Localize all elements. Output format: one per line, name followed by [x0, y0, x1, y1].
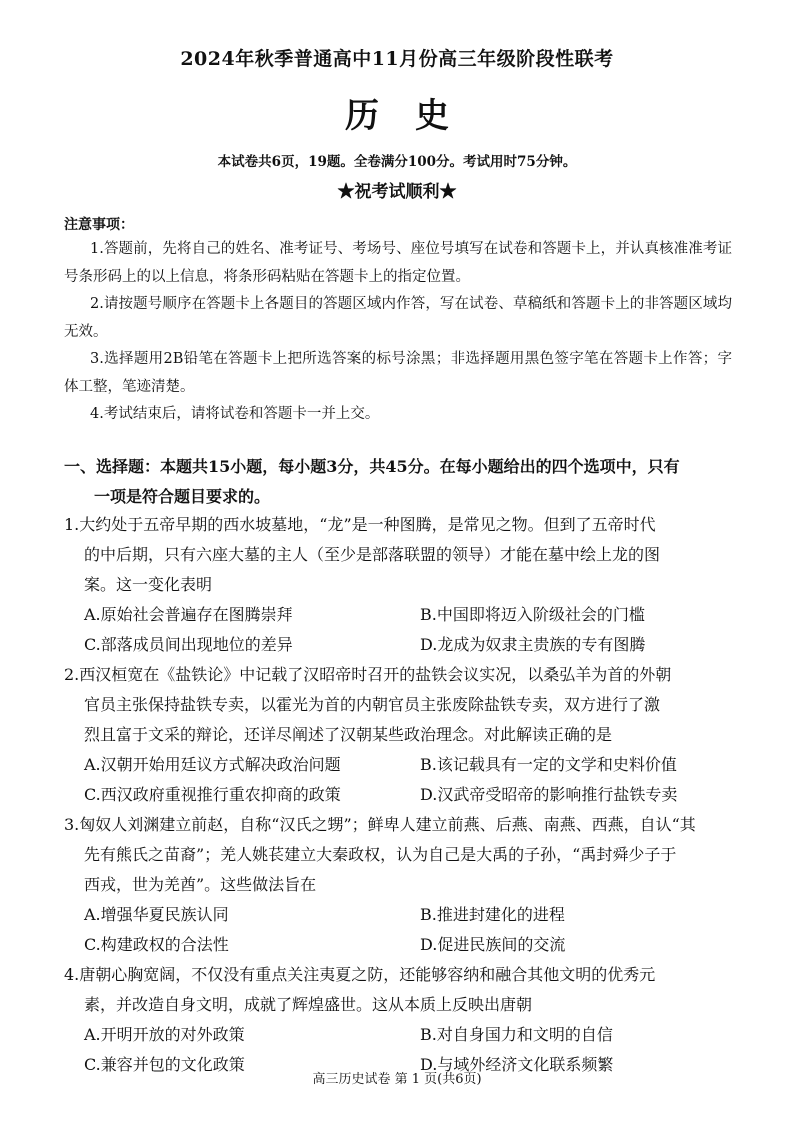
option-c: C.部落成员间出现地位的差异: [84, 635, 293, 654]
option-c: C.西汉政府重视推行重农抑商的政策: [84, 785, 341, 804]
option-c: C.兼容并包的文化政策: [84, 1055, 245, 1074]
exam-info: 本试卷共6页，19题。全卷满分100分。考试用时75分钟。: [217, 154, 577, 170]
question-stem: [64, 810, 732, 900]
notes-heading: 注意事项：: [64, 217, 134, 233]
option-grid: [64, 900, 732, 960]
option-d: D.汉武帝受昭帝的影响推行盐铁专卖: [420, 785, 678, 804]
option-a: A.原始社会普遍存在图腾崇拜: [84, 605, 293, 624]
stem-line: 官员主张保持盐铁专卖，以霍光为首的内朝官员主张废除盐铁专卖，双方进行了激: [84, 695, 661, 714]
stem-line: 3.匈奴人刘渊建立前赵，自称“汉氏之甥”；鲜卑人建立前燕、后燕、南燕、西燕，自认“其: [64, 815, 696, 834]
option-b: B.对自身国力和文明的自信: [420, 1025, 613, 1044]
note-item: 3.选择题用2B铅笔在答题卡上把所选答案的标号涂黑；非选择题用黑色签字笔在答题卡上作答；字体工整，笔迹清楚。: [64, 351, 732, 395]
stem-line: 烈且富于文采的辩论，还详尽阐述了汉朝某些政治理念。对此解读正确的是: [84, 725, 613, 744]
option-b: B.中国即将迈入阶级社会的门槛: [420, 605, 645, 624]
stem-line: 素，并改造自身文明，成就了辉煌盛世。这从本质上反映出唐朝: [84, 995, 533, 1014]
stem-line: 先有熊氏之苗裔”；羌人姚苌建立大秦政权，认为自己是大禹的子孙，“禹封舜少子于: [84, 845, 677, 864]
option-grid: [64, 750, 732, 810]
option-d: D.促进民族间的交流: [420, 935, 566, 954]
stem-line: 的中后期，只有六座大墓的主人（至少是部落联盟的领导）才能在墓中绘上龙的图: [84, 545, 661, 564]
question-stem: [64, 960, 732, 1020]
subject-title: 历史: [345, 96, 485, 136]
option-a: A.汉朝开始用廷议方式解决政治问题: [84, 755, 341, 774]
question: [64, 810, 732, 960]
section-header-line: 一项是符合题目要求的。: [94, 487, 271, 506]
question-stem: [64, 510, 732, 600]
stem-line: 4.唐朝心胸宽阔，不仅没有重点关注夷夏之防，还能够容纳和融合其他文明的优秀元: [64, 965, 656, 984]
note-item: 4.考试结束后，请将试卷和答题卡一并上交。: [90, 406, 380, 422]
option-d: D.与域外经济文化联系频繁: [420, 1055, 614, 1074]
option-a: A.开明开放的对外政策: [84, 1025, 245, 1044]
option-b: B.该记载具有一定的文学和史料价值: [420, 755, 677, 774]
section-header-line: 一、选择题：本题共15小题，每小题3分，共45分。在每小题给出的四个选项中，只有: [64, 457, 680, 476]
question: [64, 660, 732, 810]
stem-line: 案。这一变化表明: [84, 575, 213, 594]
option-a: A.增强华夏民族认同: [84, 905, 229, 924]
option-b: B.推进封建化的进程: [420, 905, 565, 924]
question-stem: [64, 660, 732, 750]
question: [64, 960, 732, 1080]
option-d: D.龙成为奴隶主贵族的专有图腾: [420, 635, 646, 654]
stem-line: 1.大约处于五帝早期的西水坡墓地，“龙”是一种图腾，是常见之物。但到了五帝时代: [64, 515, 656, 534]
exam-title: 2024年秋季普通高中11月份高三年级阶段性联考: [180, 48, 614, 70]
stem-line: 2.西汉桓宽在《盐铁论》中记载了汉昭帝时召开的盐铁会议实况，以桑弘羊为首的外朝: [64, 665, 672, 684]
note-item: 1.答题前，先将自己的姓名、准考证号、考场号、座位号填写在试卷和答题卡上，并认真核准准考证号条形码上的以上信息，将条形码粘贴在答题卡上的指定位置。: [64, 241, 732, 285]
notes-list: [64, 236, 732, 429]
stem-line: 西戎，世为羌酋”。这些做法旨在: [84, 875, 317, 894]
question-list: [64, 510, 732, 1080]
option-c: C.构建政权的合法性: [84, 935, 229, 954]
good-luck-banner: ★祝考试顺利★: [337, 182, 457, 202]
page-footer: 高三历史试卷 第 1 页(共6页): [312, 1072, 482, 1087]
section-header: [64, 452, 732, 512]
note-item: 2.请按题号顺序在答题卡上各题目的答题区域内作答，写在试卷、草稿纸和答题卡上的非答题区域均无效。: [64, 296, 732, 340]
question: [64, 510, 732, 660]
option-grid: [64, 600, 732, 660]
